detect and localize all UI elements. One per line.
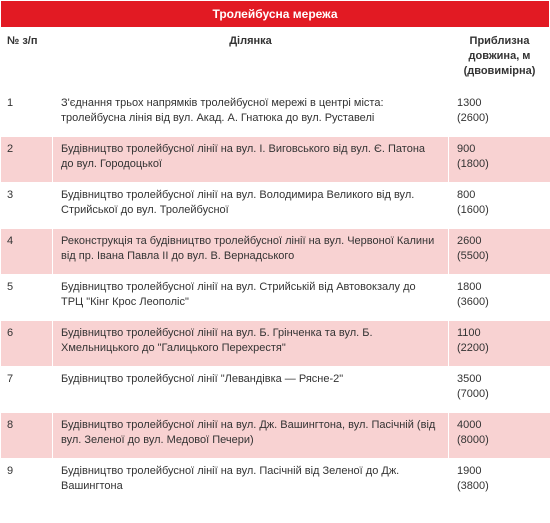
row-section: Будівництво тролейбусної лінії на вул. Дж. Вашингтона, вул. Пасічній (від вул. Зеленої до вул. Медової Печери)	[53, 412, 449, 458]
table-body	[1, 90, 550, 510]
table-row	[1, 274, 550, 320]
row-length-value: 1800	[457, 280, 482, 293]
table-row	[1, 366, 550, 412]
row-section: Будівництво тролейбусної лінії на вул. Стрийській від Автовокзалу до ТРЦ "Кінг Крос Леополіс"	[53, 274, 449, 320]
table-row	[1, 136, 550, 182]
row-section: З'єднання трьох напрямків тролейбусної мережі в центрі міста: тролейбусна лінія від вул. Акад. А. Гнатюка до вул. Руставелі	[53, 90, 449, 136]
row-section: Будівництво тролейбусної лінії "Левандівка — Рясне-2"	[53, 366, 449, 412]
table-row	[1, 228, 550, 274]
table-row	[1, 182, 550, 228]
table-row	[1, 90, 550, 136]
row-length-double: (7000)	[457, 387, 489, 400]
row-length-double: (3600)	[457, 295, 489, 308]
row-number: 4	[1, 228, 53, 274]
row-number: 3	[1, 182, 53, 228]
row-length-double: (2200)	[457, 341, 489, 354]
row-length-double: (1800)	[457, 157, 489, 170]
row-length	[449, 228, 550, 274]
row-number: 7	[1, 366, 53, 412]
row-length	[449, 458, 550, 510]
row-length-double: (5500)	[457, 249, 489, 262]
row-length-value: 1900	[457, 464, 482, 477]
row-number: 1	[1, 90, 53, 136]
row-section: Будівництво тролейбусної лінії на вул. Б. Грінченка та вул. Б. Хмельницького до "Галицького Перехрестя"	[53, 320, 449, 366]
row-section: Реконструкція та будівництво тролейбусної лінії на вул. Червоної Калини від пр. Івана Павла ІІ до вул. В. Вернадського	[53, 228, 449, 274]
header-section: Ділянка	[53, 28, 449, 90]
row-number: 9	[1, 458, 53, 510]
row-length-double: (2600)	[457, 111, 489, 124]
table-row	[1, 412, 550, 458]
row-length-double: (1600)	[457, 203, 489, 216]
row-length-value: 3500	[457, 372, 482, 385]
header-num: № з/п	[1, 28, 53, 90]
row-length-value: 1300	[457, 96, 482, 109]
row-length-value: 2600	[457, 234, 482, 247]
row-length-double: (8000)	[457, 433, 489, 446]
table-header-row	[1, 28, 550, 90]
table-title: Тролейбусна мережа	[0, 0, 550, 28]
row-number: 5	[1, 274, 53, 320]
row-section: Будівництво тролейбусної лінії на вул. Пасічній від Зеленої до Дж. Вашингтона	[53, 458, 449, 510]
row-length-value: 800	[457, 188, 476, 201]
row-length	[449, 320, 550, 366]
row-length	[449, 90, 550, 136]
row-length-double: (3800)	[457, 479, 489, 492]
row-number: 8	[1, 412, 53, 458]
row-length-value: 4000	[457, 418, 482, 431]
row-section: Будівництво тролейбусної лінії на вул. Володимира Великого від вул. Стрийської до вул. Тролейбусної	[53, 182, 449, 228]
row-number: 2	[1, 136, 53, 182]
header-length: Приблизна довжина, м (двовимірна)	[449, 28, 550, 90]
table-row	[1, 320, 550, 366]
row-section: Будівництво тролейбусної лінії на вул. І. Виговського від вул. Є. Патона до вул. Городоцької	[53, 136, 449, 182]
row-length	[449, 136, 550, 182]
row-length	[449, 274, 550, 320]
row-length-value: 900	[457, 142, 476, 155]
row-length-value: 1100	[457, 326, 481, 339]
row-number: 6	[1, 320, 53, 366]
row-length	[449, 412, 550, 458]
row-length	[449, 182, 550, 228]
row-length	[449, 366, 550, 412]
trolleybus-network-table	[0, 28, 550, 511]
table-row	[1, 458, 550, 510]
